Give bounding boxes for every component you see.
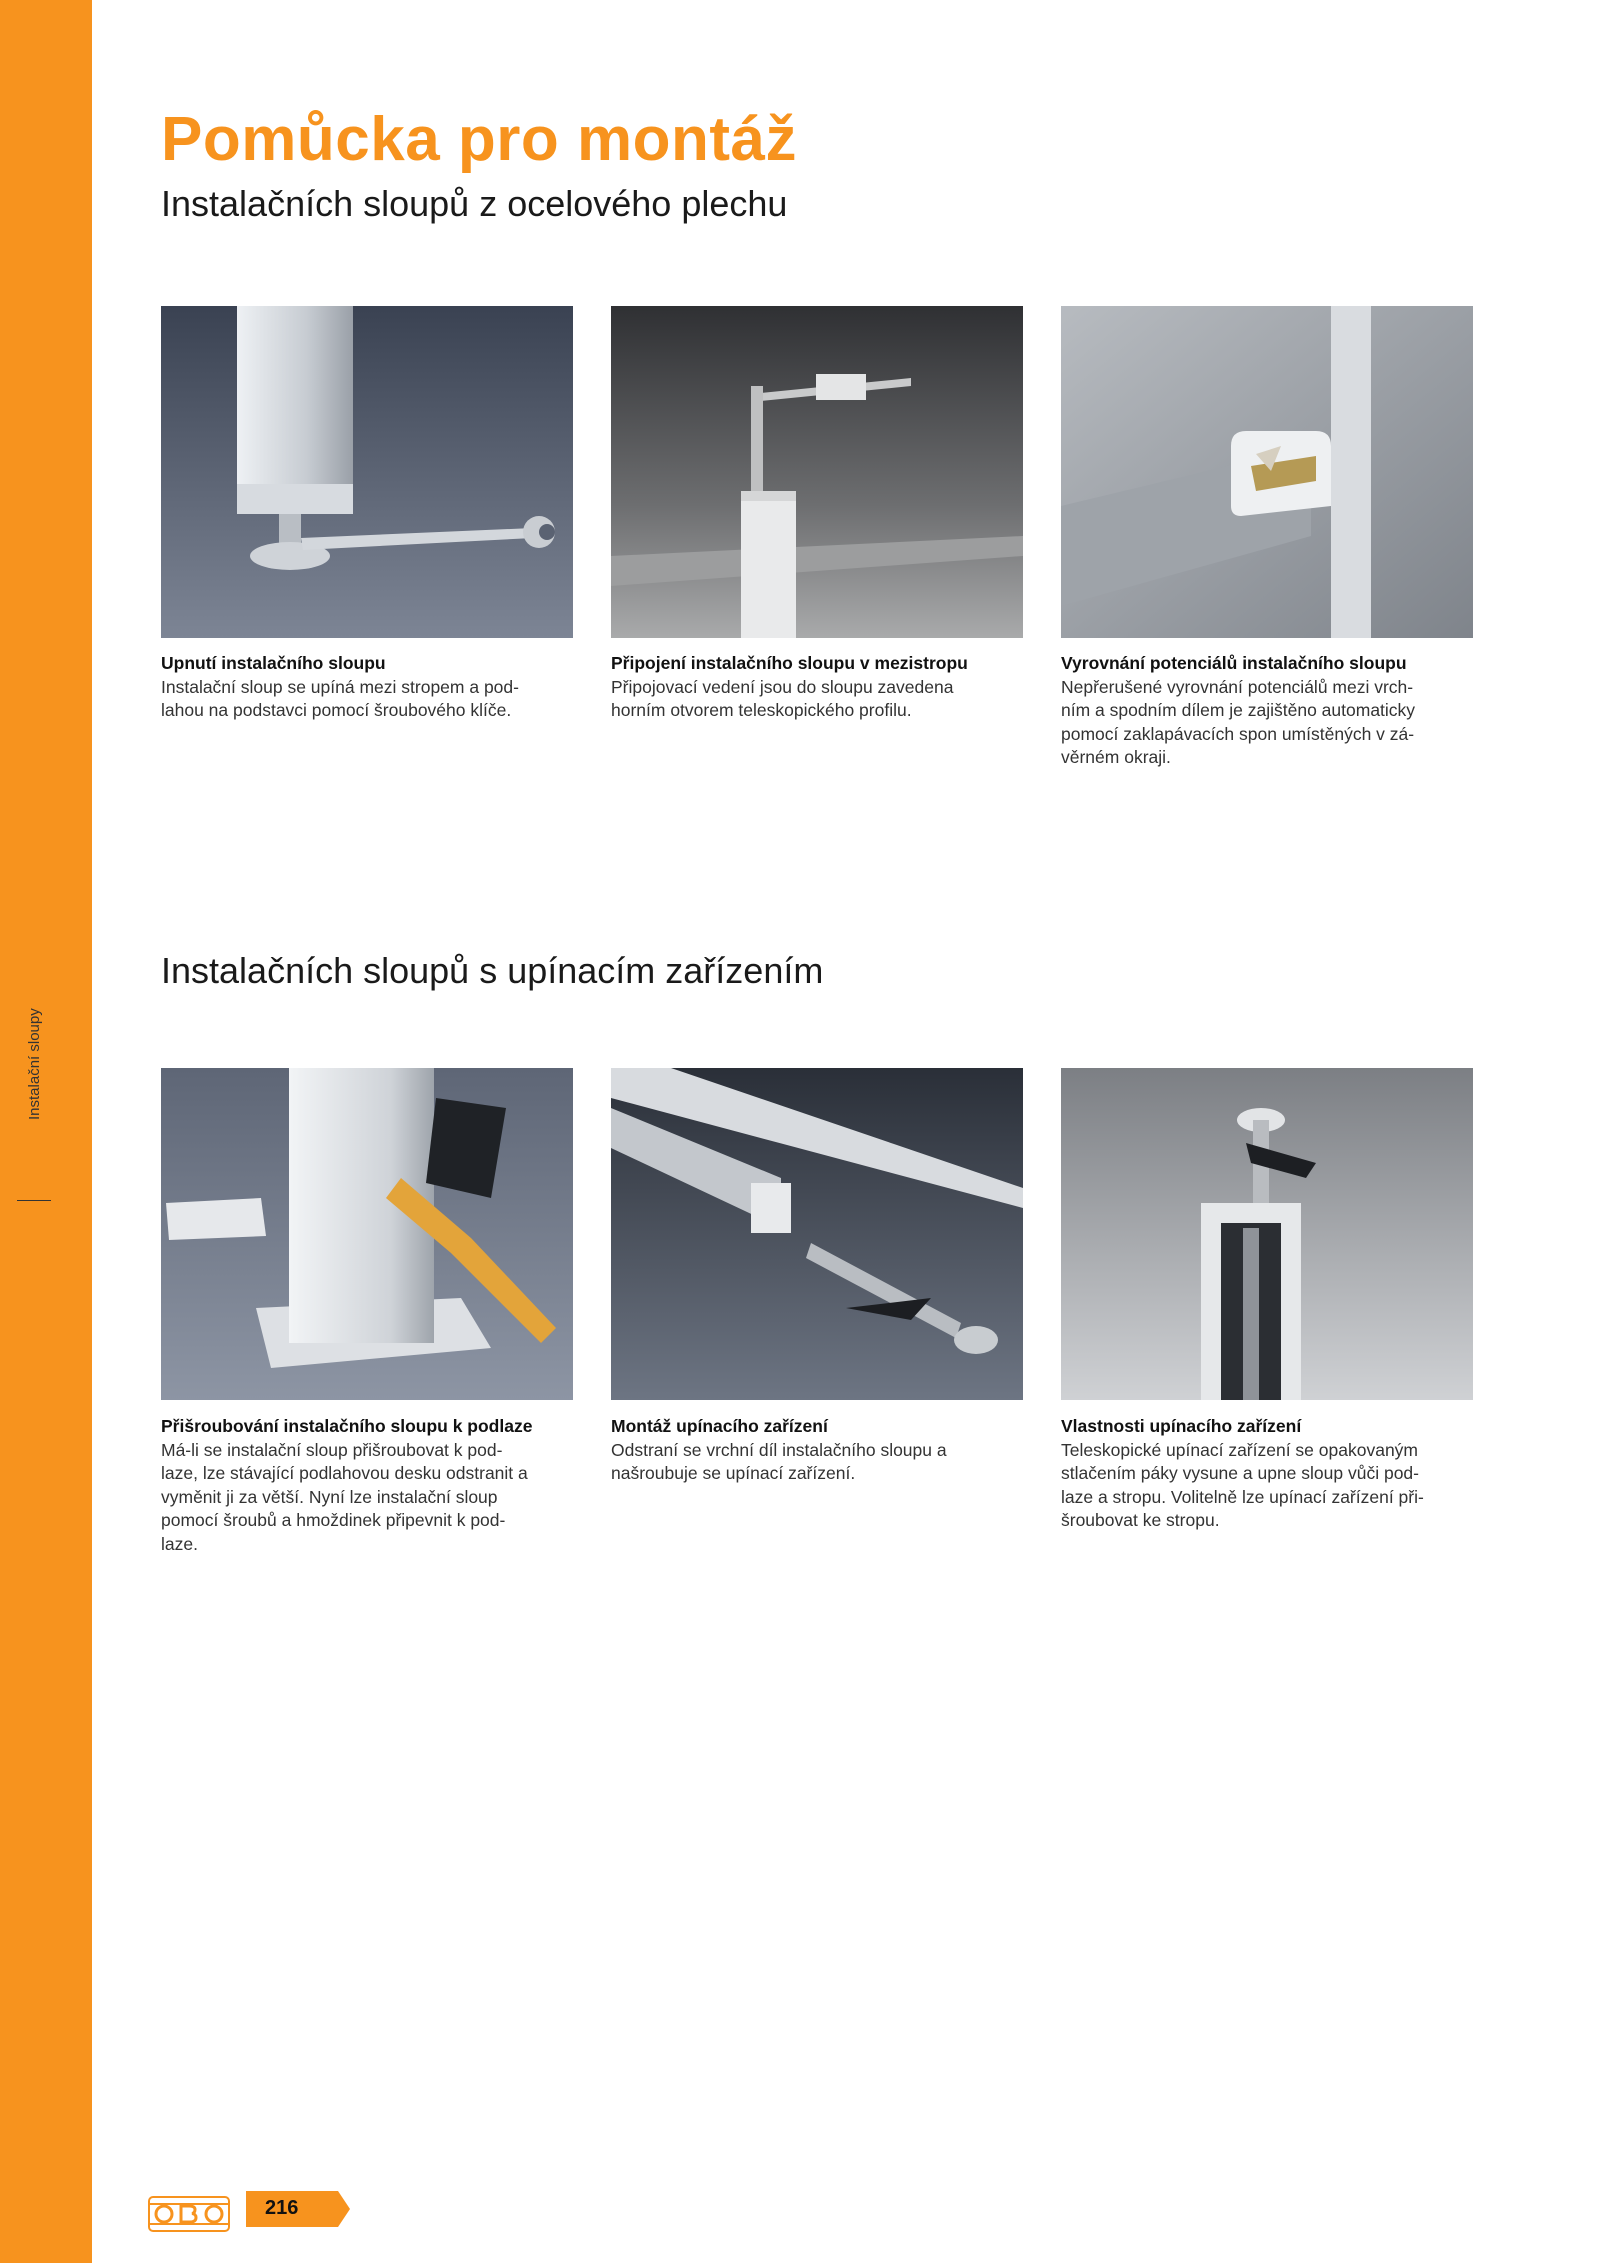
caption-line: Teleskopické upínací zařízení se opakovaným <box>1061 1439 1418 1460</box>
caption-line: horním otvorem teleskopického profilu. <box>611 700 912 721</box>
orange-sidebar <box>0 0 92 2263</box>
photo-ceiling-connection <box>611 306 1023 638</box>
caption-title: Montáž upínacího zařízení <box>611 1416 828 1436</box>
section-heading-1: Instalačních sloupů z ocelového plechu <box>161 183 788 224</box>
ceiling-connection-illustration <box>611 306 1023 638</box>
floor-screwing-illustration <box>161 1068 573 1400</box>
caption-line: věrném okraji. <box>1061 747 1171 768</box>
caption-line: pomocí šroubů a hmoždinek připevnit k pod- <box>161 1510 506 1531</box>
caption-line: pomocí zaklapávacích spon umístěných v zá- <box>1061 723 1415 744</box>
photo-clamping-device-assembly <box>611 1068 1023 1400</box>
caption-1 <box>161 652 581 723</box>
caption-title: Připojení instalačního sloupu v mezistropu <box>611 653 968 673</box>
section-heading-2: Instalačních sloupů s upínacím zařízením <box>161 950 824 991</box>
sidebar-marker <box>17 1200 51 1201</box>
caption-title: Vlastnosti upínacího zařízení <box>1061 1416 1302 1436</box>
photo-floor-screwing <box>161 1068 573 1400</box>
caption-6 <box>1061 1415 1481 1533</box>
photo-column-wrench <box>161 306 573 638</box>
caption-line: Instalační sloup se upíná mezi stropem a pod- <box>161 676 519 697</box>
section-label: Instalační sloupy <box>26 1008 43 1120</box>
obo-logo <box>148 2196 230 2232</box>
caption-line: laze. <box>161 1533 198 1554</box>
caption-line: šroubovat ke stropu. <box>1061 1510 1220 1531</box>
caption-line: ním a spodním dílem je zajištěno automaticky <box>1061 700 1416 721</box>
caption-line: laze a stropu. Volitelně lze upínací zařízení při- <box>1061 1486 1424 1507</box>
caption-title: Upnutí instalačního sloupu <box>161 653 386 673</box>
clamping-properties-illustration <box>1061 1068 1473 1400</box>
caption-line: lahou na podstavci pomocí šroubového klíče. <box>161 700 512 721</box>
photo-clamping-device-properties <box>1061 1068 1473 1400</box>
page-title: Pomůcka pro montáž <box>161 105 797 174</box>
clamping-assembly-illustration <box>611 1068 1023 1400</box>
caption-line: stlačením páky vysune a upne sloup vůči pod- <box>1061 1463 1419 1484</box>
caption-3 <box>1061 652 1481 770</box>
caption-title: Vyrovnání potenciálů instalačního sloupu <box>1061 653 1407 673</box>
caption-line: našroubuje se upínací zařízení. <box>611 1463 856 1484</box>
caption-2 <box>611 652 1031 723</box>
caption-line: vyměnit ji za větší. Nyní lze instalační sloup <box>161 1486 498 1507</box>
caption-title: Přišroubování instalačního sloupu k podlaze <box>161 1416 533 1436</box>
column-wrench-illustration <box>161 306 573 638</box>
caption-line: laze, lze stávající podlahovou desku odstranit a <box>161 1463 528 1484</box>
caption-line: Odstraní se vrchní díl instalačního sloupu a <box>611 1439 947 1460</box>
caption-4 <box>161 1415 581 1557</box>
caption-line: Má-li se instalační sloup přišroubovat k pod- <box>161 1439 503 1460</box>
potential-clip-illustration <box>1061 306 1473 638</box>
caption-line: Připojovací vedení jsou do sloupu zavedena <box>611 676 954 697</box>
caption-line: Nepřerušené vyrovnání potenciálů mezi vrch- <box>1061 676 1414 697</box>
caption-5 <box>611 1415 1031 1486</box>
photo-potential-clip <box>1061 306 1473 638</box>
page-number: 216 <box>265 2197 299 2219</box>
